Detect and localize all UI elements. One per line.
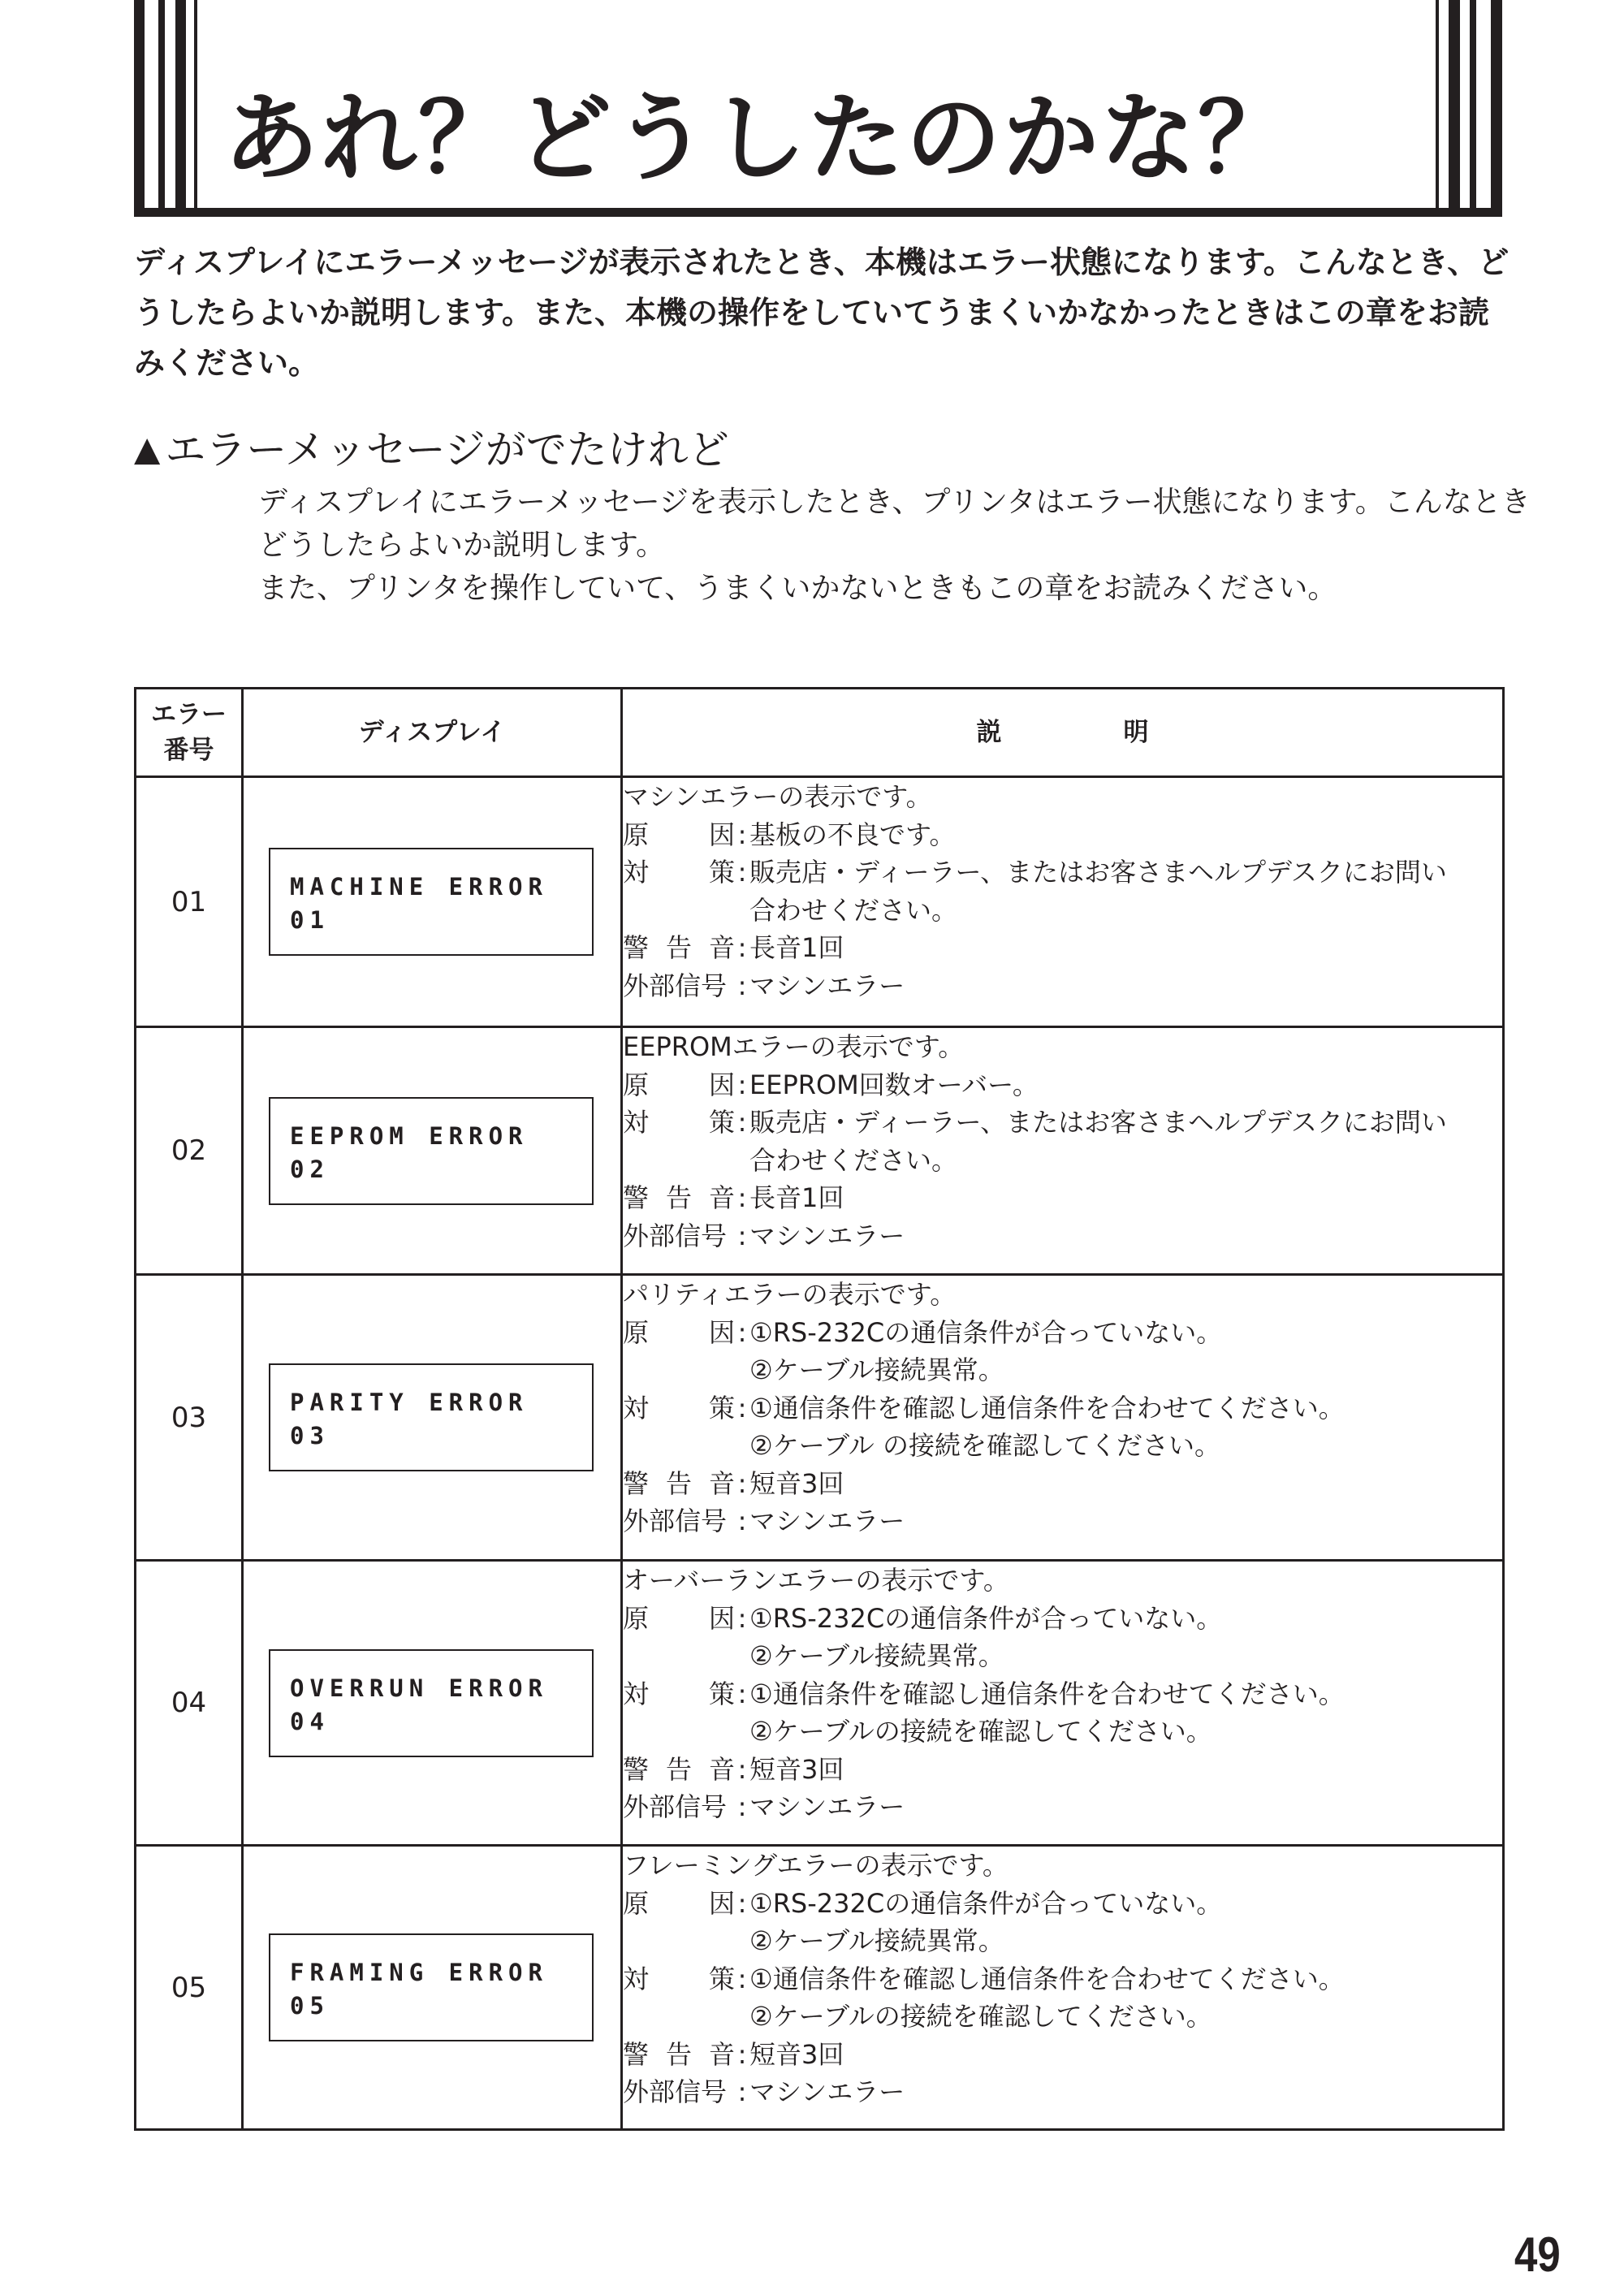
table-header-row <box>136 689 1504 777</box>
alarm-label <box>623 1751 735 1789</box>
label-char: 外部信号 <box>623 970 728 1001</box>
measure-line <box>623 1960 1502 1998</box>
section-heading <box>134 422 729 477</box>
label-char: 策 <box>708 1963 735 1994</box>
lcd-line-1: FRAMING ERROR <box>290 1959 548 1986</box>
right-frame-bar-3 <box>1470 0 1476 217</box>
label-char: 原 <box>623 819 650 850</box>
label-char: 音 <box>708 2038 735 2070</box>
title-underline <box>134 208 1502 217</box>
measure-continuation <box>623 1142 1502 1180</box>
measure-line <box>623 1389 1502 1428</box>
label-colon: : <box>737 1753 747 1785</box>
cause-value: ①RS-232Cの通信条件が合っていない。 <box>749 1887 1223 1919</box>
cause-continuation <box>623 1351 1502 1389</box>
label-char: 音 <box>708 1182 735 1213</box>
cause-value: ②ケーブル接続異常。 <box>749 1640 1004 1671</box>
measure-continuation <box>623 892 1502 930</box>
cause-line <box>623 1066 1502 1104</box>
signal-value: マシンエラー <box>749 970 905 1001</box>
cause-line <box>623 1314 1502 1352</box>
label-char: 原 <box>623 1316 650 1348</box>
section-body <box>258 481 1531 610</box>
measure-label <box>623 1389 735 1428</box>
cause-value: ①RS-232Cの通信条件が合っていない。 <box>749 1316 1223 1348</box>
section-line: また、プリンタを操作していて、うまくいかないときもこの章をお読みください。 <box>258 572 1337 605</box>
measure-continuation <box>623 1713 1502 1751</box>
right-frame-bar-2 <box>1449 0 1460 217</box>
table-row <box>136 1561 1504 1846</box>
description-summary <box>623 778 1502 816</box>
label-char: 外部信号 <box>623 1506 728 1536</box>
header-display: ディスプレイ <box>243 689 622 777</box>
signal-label <box>623 967 735 1005</box>
label-colon: : <box>737 1316 747 1348</box>
section-line: どうしたらよいか説明します。 <box>258 529 666 562</box>
alarm-line <box>623 1751 1502 1789</box>
label-char: 原 <box>623 1602 650 1634</box>
summary-text: パリティエラーの表示です。 <box>623 1279 957 1310</box>
label-char: 原 <box>623 1069 650 1100</box>
label-colon: : <box>737 1602 747 1634</box>
label-char: 対 <box>623 1107 650 1138</box>
description-summary <box>623 1276 1502 1314</box>
measure-value: 販売店・ディーラー、またはお客さまヘルプデスクにお問い <box>749 857 1447 888</box>
summary-text: マシンエラーの表示です。 <box>623 781 932 812</box>
page-title: あれ？どうしたのかな？ <box>223 82 1296 194</box>
table-row <box>136 777 1504 1027</box>
cause-line <box>623 1600 1502 1638</box>
label-char: 警 <box>623 2038 650 2070</box>
signal-label <box>623 2073 735 2111</box>
left-frame-bar-4 <box>194 0 197 217</box>
cause-value: ①RS-232Cの通信条件が合っていない。 <box>749 1602 1223 1634</box>
label-char: 告 <box>665 1467 692 1499</box>
measure-value: 合わせください。 <box>749 1144 958 1176</box>
description-cell <box>622 1846 1504 2130</box>
label-char: 策 <box>708 1392 735 1423</box>
label-char: 対 <box>623 857 650 888</box>
description-cell <box>622 1275 1504 1561</box>
label-colon: : <box>737 1887 747 1919</box>
label-char: 警 <box>623 1182 650 1213</box>
lcd-display <box>269 1649 594 1757</box>
measure-continuation <box>623 1998 1502 2036</box>
lcd-display <box>269 1363 594 1471</box>
signal-label <box>623 1217 735 1255</box>
measure-continuation <box>623 1427 1502 1465</box>
page-number: 49 <box>1514 2227 1561 2282</box>
cause-value: EEPROM回数オーバー。 <box>749 1069 1039 1100</box>
description-cell <box>622 777 1504 1027</box>
label-char: 因 <box>708 1069 735 1100</box>
error-number: 04 <box>136 1561 243 1846</box>
label-colon: : <box>737 1506 747 1536</box>
lcd-line-1: EEPROM ERROR <box>290 1121 529 1150</box>
label-colon: : <box>737 932 747 963</box>
label-colon: : <box>737 857 747 888</box>
measure-line <box>623 853 1502 892</box>
measure-value: ②ケーブルの接続を確認してください。 <box>749 2001 1212 2032</box>
signal-value: マシンエラー <box>749 1220 905 1251</box>
lcd-line-1: PARITY ERROR <box>290 1389 529 1416</box>
label-char: 策 <box>708 1678 735 1709</box>
summary-text: EEPROMエラーの表示です。 <box>623 1031 965 1062</box>
error-rows <box>136 777 1504 2130</box>
display-cell <box>243 777 622 1027</box>
measure-value: ②ケーブル の接続を確認してください。 <box>749 1430 1220 1461</box>
label-char: 原 <box>623 1887 650 1919</box>
description-summary <box>623 1847 1502 1885</box>
cause-continuation <box>623 1922 1502 1960</box>
lcd-display <box>269 848 594 956</box>
cause-label <box>623 1600 735 1638</box>
header-description: 説明 <box>622 689 1504 777</box>
measure-label <box>623 1675 735 1713</box>
lcd-line-2: 02 <box>290 1155 330 1183</box>
lcd-line-2: 03 <box>290 1422 330 1449</box>
signal-line <box>623 967 1502 1005</box>
display-cell <box>243 1846 622 2130</box>
lcd-line-2: 05 <box>290 1992 330 2020</box>
signal-label <box>623 1788 735 1826</box>
alarm-label <box>623 1465 735 1503</box>
cause-label <box>623 816 735 854</box>
label-char: 音 <box>708 932 735 963</box>
description-summary <box>623 1562 1502 1600</box>
label-colon: : <box>737 1182 747 1213</box>
label-char: 対 <box>623 1392 650 1423</box>
table-row <box>136 1846 1504 2130</box>
lcd-display <box>269 1933 594 2041</box>
left-frame-bar-1 <box>134 0 145 217</box>
alarm-label <box>623 929 735 967</box>
measure-label <box>623 1960 735 1998</box>
cause-label <box>623 1314 735 1352</box>
cause-value: ②ケーブル接続異常。 <box>749 1354 1004 1385</box>
label-char: 音 <box>708 1467 735 1499</box>
display-cell <box>243 1027 622 1275</box>
label-char: 因 <box>708 1316 735 1348</box>
display-cell <box>243 1275 622 1561</box>
cause-label <box>623 1885 735 1923</box>
alarm-value: 短音3回 <box>749 1753 844 1785</box>
measure-line <box>623 1675 1502 1713</box>
label-char: 外部信号 <box>623 2076 728 2107</box>
measure-value: ①通信条件を確認し通信条件を合わせてください。 <box>749 1392 1345 1423</box>
label-char: 音 <box>708 1753 735 1785</box>
signal-value: マシンエラー <box>749 1506 905 1536</box>
right-frame-bar-4 <box>1491 0 1502 217</box>
description-cell <box>622 1561 1504 1846</box>
label-colon: : <box>737 2076 747 2107</box>
label-colon: : <box>737 1467 747 1499</box>
label-colon: : <box>737 1963 747 1994</box>
alarm-value: 短音3回 <box>749 2038 844 2070</box>
cause-value: 基板の不良です。 <box>749 819 956 850</box>
left-frame-bar-3 <box>175 0 186 217</box>
label-colon: : <box>737 1678 747 1709</box>
lcd-line-1: MACHINE ERROR <box>290 873 548 901</box>
triangle-marker-icon: ▲ <box>134 429 161 469</box>
signal-value: マシンエラー <box>749 1791 905 1822</box>
right-frame-bar-1 <box>1436 0 1439 217</box>
alarm-label <box>623 1179 735 1217</box>
signal-line <box>623 1502 1502 1540</box>
error-number: 05 <box>136 1846 243 2130</box>
label-char: 外部信号 <box>623 1791 728 1822</box>
description-summary <box>623 1028 1502 1066</box>
label-char: 対 <box>623 1963 650 1994</box>
signal-line <box>623 2073 1502 2111</box>
summary-text: フレーミングエラーの表示です。 <box>623 1850 1009 1881</box>
measure-line <box>623 1104 1502 1142</box>
alarm-value: 短音3回 <box>749 1467 844 1499</box>
lcd-line-2: 04 <box>290 1707 330 1735</box>
label-char: 対 <box>623 1678 650 1709</box>
error-table <box>134 687 1505 2131</box>
measure-value: 販売店・ディーラー、またはお客さまヘルプデスクにお問い <box>749 1107 1447 1138</box>
signal-label <box>623 1502 735 1540</box>
cause-label <box>623 1066 735 1104</box>
label-colon: : <box>737 1220 747 1251</box>
label-char: 警 <box>623 1753 650 1785</box>
alarm-line <box>623 929 1502 967</box>
alarm-label <box>623 2036 735 2074</box>
label-char: 策 <box>708 1107 735 1138</box>
display-cell <box>243 1561 622 1846</box>
error-number: 01 <box>136 777 243 1027</box>
cause-line <box>623 1885 1502 1923</box>
label-char: 告 <box>665 1182 692 1213</box>
left-frame-bar-2 <box>158 0 165 217</box>
alarm-value: 長音1回 <box>749 932 844 963</box>
label-char: 外部信号 <box>623 1220 728 1251</box>
alarm-value: 長音1回 <box>749 1182 844 1213</box>
label-colon: : <box>737 1392 747 1423</box>
description-cell <box>622 1027 1504 1275</box>
label-colon: : <box>737 1791 747 1822</box>
summary-text: オーバーランエラーの表示です。 <box>623 1565 1009 1596</box>
lcd-line-1: OVERRUN ERROR <box>290 1674 548 1702</box>
lcd-display <box>269 1097 594 1205</box>
signal-line <box>623 1788 1502 1826</box>
error-number: 02 <box>136 1027 243 1275</box>
table-row <box>136 1027 1504 1275</box>
label-char: 因 <box>708 819 735 850</box>
section-heading-text: エラーメッセージがでたけれど <box>165 426 729 473</box>
alarm-line <box>623 2036 1502 2074</box>
label-char: 告 <box>665 1753 692 1785</box>
measure-label <box>623 853 735 892</box>
measure-value: ①通信条件を確認し通信条件を合わせてください。 <box>749 1963 1345 1994</box>
label-colon: : <box>737 819 747 850</box>
intro-paragraph: ディスプレイにエラーメッセージが表示されたとき、本機はエラー状態になります。こんなとき、どうしたらよいか説明します。また、本機の操作をしていてうまくいかなかったときはこの章をお読みください。 <box>134 244 1510 381</box>
label-char: 因 <box>708 1887 735 1919</box>
measure-value: ②ケーブルの接続を確認してください。 <box>749 1716 1212 1747</box>
label-char: 警 <box>623 1467 650 1499</box>
label-colon: : <box>737 1107 747 1138</box>
cause-continuation <box>623 1637 1502 1675</box>
signal-line <box>623 1217 1502 1255</box>
label-colon: : <box>737 970 747 1001</box>
label-char: 因 <box>708 1602 735 1634</box>
signal-value: マシンエラー <box>749 2076 905 2107</box>
label-char: 策 <box>708 857 735 888</box>
cause-line <box>623 816 1502 854</box>
alarm-line <box>623 1465 1502 1503</box>
alarm-line <box>623 1179 1502 1217</box>
section-line: ディスプレイにエラーメッセージを表示したとき、プリンタはエラー状態になります。こんなとき <box>258 486 1531 519</box>
label-colon: : <box>737 1069 747 1100</box>
measure-value: 合わせください。 <box>749 894 958 926</box>
measure-value: ①通信条件を確認し通信条件を合わせてください。 <box>749 1678 1345 1709</box>
measure-label <box>623 1104 735 1142</box>
header-error-number: エラー 番号 <box>136 689 243 777</box>
label-char: 告 <box>665 932 692 963</box>
label-char: 警 <box>623 932 650 963</box>
cause-value: ②ケーブル接続異常。 <box>749 1925 1004 1956</box>
label-char: 告 <box>665 2038 692 2070</box>
lcd-line-2: 01 <box>290 906 330 934</box>
label-colon: : <box>737 2038 747 2070</box>
table-row <box>136 1275 1504 1561</box>
error-number: 03 <box>136 1275 243 1561</box>
